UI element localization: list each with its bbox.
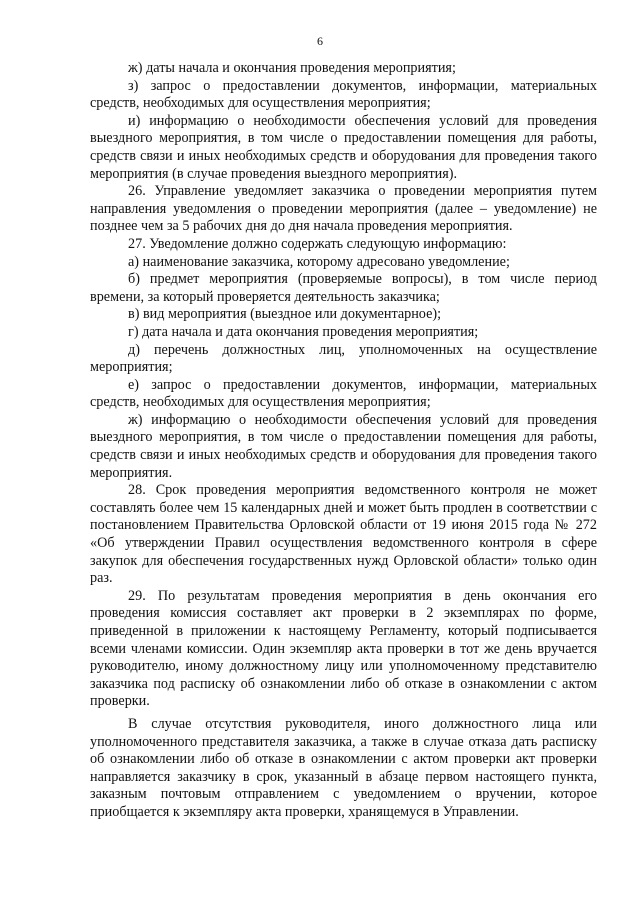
paragraph-item-z-request: з) запрос о предоставлении документов, информации, материальных средств, необходимых для осуществления мероприятия; [90,77,597,112]
paragraph-absence-case: В случае отсутствия руководителя, иного должностного лица или уполномоченного представителя заказчика, а также в случае отказа дать расписку об ознакомлении либо об отказе в ознакомлении с актом проверки акт проверки направляется заказчику в срок, указанный в абзаце первом настоящего пункта, заказным почтовым отправлением с уведомлением о вручении, которое приобщается к экземпляру акта проверки, хранящемуся в Управлении. [90,715,597,820]
paragraph-item-zh-dates: ж) даты начала и окончания проведения мероприятия; [128,60,456,76]
paragraph-item-b-subject: б) предмет мероприятия (проверяемые вопросы), в том числе период времени, за который проверяется деятельность заказчика; [90,271,597,305]
paragraph-item-d-officials: д) перечень должностных лиц, уполномоченных на осуществление мероприятия; [90,341,597,376]
paragraph-clause-26: 26. Управление уведомляет заказчика о проведении мероприятия путем направления уведомления о проведении мероприятия (далее – уведомление) не позднее чем за 5 рабочих дня до дня начала проведения мероприятия. [90,183,597,235]
paragraph-clause-27: 27. Уведомление должно содержать следующую информацию: [128,235,507,252]
paragraph-item-g-dates: г) дата начала и дата окончания проведения мероприятия; [128,323,479,340]
paragraph-item-i-conditions: и) информацию о необходимости обеспечения условий для проведения выездного мероприятия, в том числе о предоставлении помещения для работы, средств связи и иных необходимых средств и оборудования для проведения такого мероприятия (в случае проведения выездного мероприятия). [90,112,597,182]
paragraph-clause-29: 29. По результатам проведения мероприятия в день окончания его проведения комиссия составляет акт проверки в 2 экземплярах по форме, приведенной в приложении к настоящему Регламенту, который подписывается всеми членами комиссии. Один экземпляр акта проверки в тот же день вручается руководителю, иному должностному лицу или уполномоченному представителю заказчика под расписку об ознакомлении либо об отказе в ознакомлении с актом проверки. [90,587,597,710]
paragraph-item-a-customer: а) наименование заказчика, которому адресовано уведомление; [128,253,510,270]
paragraph-item-e-request: е) запрос о предоставлении документов, информации, материальных средств, необходимых для осуществления мероприятия; [90,376,597,411]
page-number: 6 [317,34,323,48]
paragraph-clause-28: 28. Срок проведения мероприятия ведомственного контроля не может составлять более чем 15 календарных дней и может быть продлен в соответствии с постановлением Правительства Орловской области от 19 июня 2015 года № 272 «Об утверждении Правил осуществления ведомственного контроля в сфере закупок для обеспечения государственных нужд Орловской области» только один раз. [90,482,597,587]
paragraph-item-zh-conditions: ж) информацию о необходимости обеспечения условий для проведения выездного мероприятия, в том числе о предоставлении помещения для работы, средств связи и иных необходимых средств и оборудования для проведения такого мероприятия. [90,411,597,481]
document-body [90,60,597,822]
paragraph-item-v-type: в) вид мероприятия (выездное или документарное); [128,306,442,323]
